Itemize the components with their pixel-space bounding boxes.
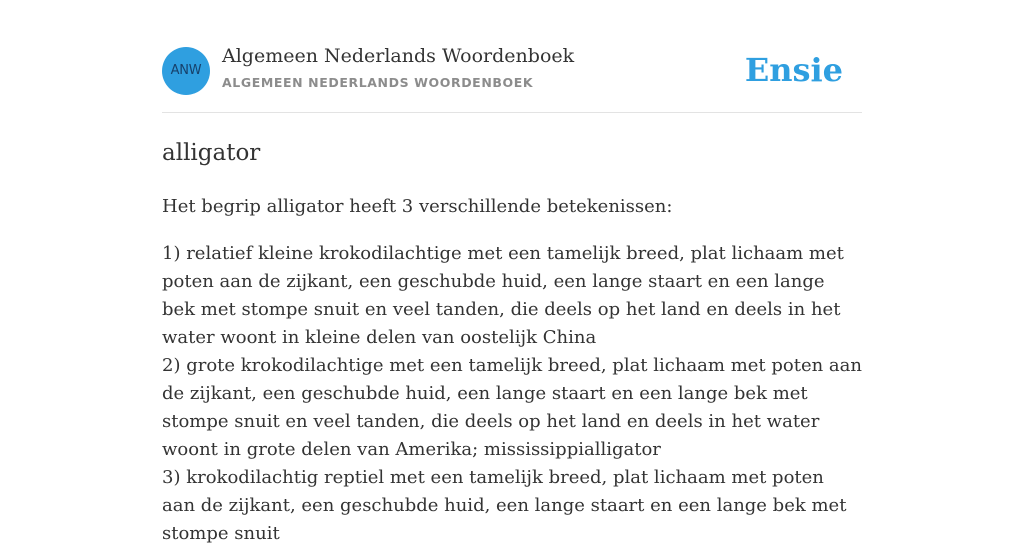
source-logo[interactable]: ANW bbox=[162, 47, 210, 95]
meanings-list bbox=[162, 240, 862, 548]
meaning-item-3: 3) krokodilachtig reptiel met een tamelijk breed, plat lichaam met poten aan de zijkant, een geschubde huid, een lange staart en een lange bek met stompe snuit bbox=[162, 467, 847, 544]
page-container bbox=[162, 0, 862, 548]
meaning-item-1: 1) relatief kleine krokodilachtige met een tamelijk breed, plat lichaam met poten aan de zijkant, een geschubde huid, een lange staart en een lange bek met stompe snuit en veel tanden, die deels op het land en deels in het water woont in kleine delen van oostelijk China bbox=[162, 243, 844, 348]
intro-text: Het begrip alligator heeft 3 verschillende betekenissen: bbox=[162, 196, 673, 217]
source-header bbox=[162, 0, 862, 113]
brand-logo[interactable]: Ensie bbox=[744, 51, 843, 89]
source-subtitle: ALGEMEEN NEDERLANDS WOORDENBOEK bbox=[222, 75, 534, 90]
source-title[interactable]: Algemeen Nederlands Woordenboek bbox=[222, 45, 575, 67]
page-title: alligator bbox=[162, 140, 261, 166]
meaning-item-2: 2) grote krokodilachtige met een tamelijk breed, plat lichaam met poten aan de zijkant, een geschubde huid, een lange staart en een lange bek met stompe snuit en veel tanden, die deels op het land en deels in het water woont in grote delen van Amerika; mississippialligator bbox=[162, 355, 862, 460]
